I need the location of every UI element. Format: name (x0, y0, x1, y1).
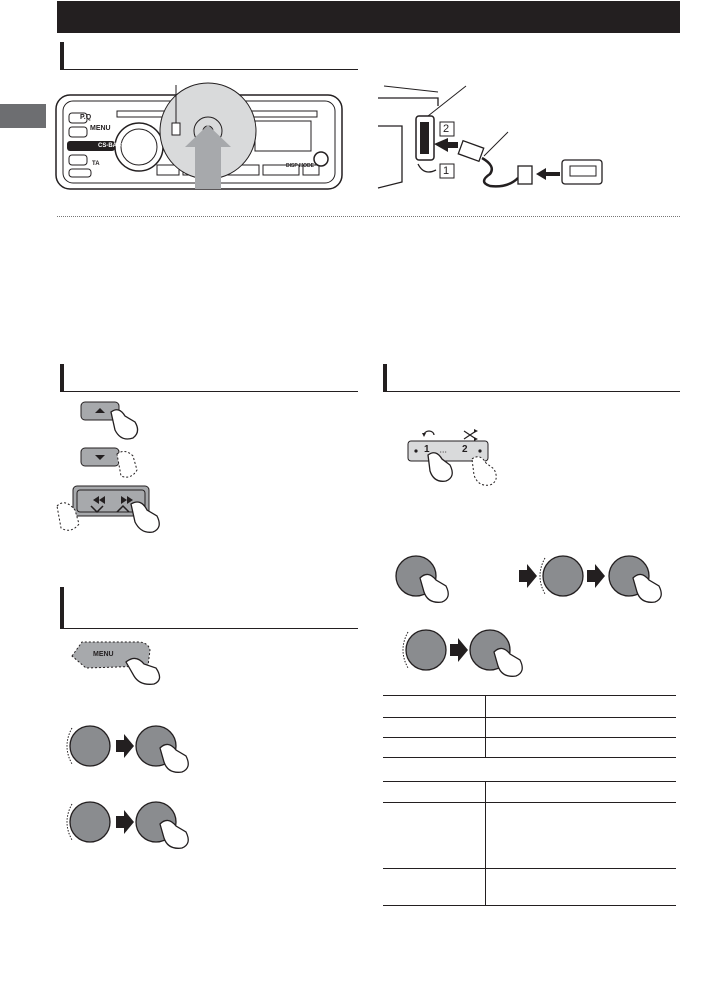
section-heading-select-track (60, 364, 358, 392)
menu-button-label: MENU (90, 125, 111, 132)
table-column-divider (485, 781, 486, 905)
knob-turn-then-press-illustration-2 (64, 794, 204, 854)
arrow-turn-press-illustration (517, 550, 667, 610)
pq-button-label: P.Q (80, 114, 92, 121)
ta-button-label: TA (92, 161, 100, 167)
menu-button-illustration (70, 638, 180, 688)
table-rule (383, 868, 676, 869)
table-rule (383, 757, 676, 758)
menu-button-text[interactable]: MENU (93, 651, 114, 658)
table-rule (383, 695, 676, 696)
preset-button-1[interactable]: 1 (424, 444, 430, 455)
table-rule (383, 717, 676, 718)
track-select-buttons-illustration (55, 398, 185, 538)
table-rule (383, 905, 676, 906)
table-rule (383, 781, 676, 782)
knob-press-illustration (392, 550, 472, 610)
table-rule (383, 737, 676, 738)
usb-connection-illustration (378, 86, 608, 194)
table-rule (383, 802, 676, 803)
usb-step-1-label: 1 (443, 165, 450, 177)
cs-bass-button-label: CS-BASS (98, 143, 126, 149)
chapter-header-bar (57, 1, 680, 33)
svg-text:• • •: • • • (440, 449, 447, 454)
car-stereo-faceplate-illustration (55, 85, 345, 191)
table-column-divider (485, 695, 486, 757)
usb-step-2-label: 2 (443, 123, 450, 135)
knob-turn-then-press-illustration-3 (400, 624, 540, 684)
mode-button-label: MODE (299, 163, 314, 169)
section-heading-insert-disc (60, 42, 358, 70)
section-heading-menu (60, 587, 358, 629)
knob-turn-then-press-illustration-1 (64, 718, 204, 778)
preset-button-2[interactable]: 2 (462, 444, 468, 455)
section-heading-repeat-random (383, 364, 680, 392)
repeat-random-buttons-illustration (404, 425, 514, 491)
language-side-tab (0, 104, 46, 128)
disp-button-label: DISP (286, 163, 298, 169)
dotted-divider (57, 216, 680, 217)
